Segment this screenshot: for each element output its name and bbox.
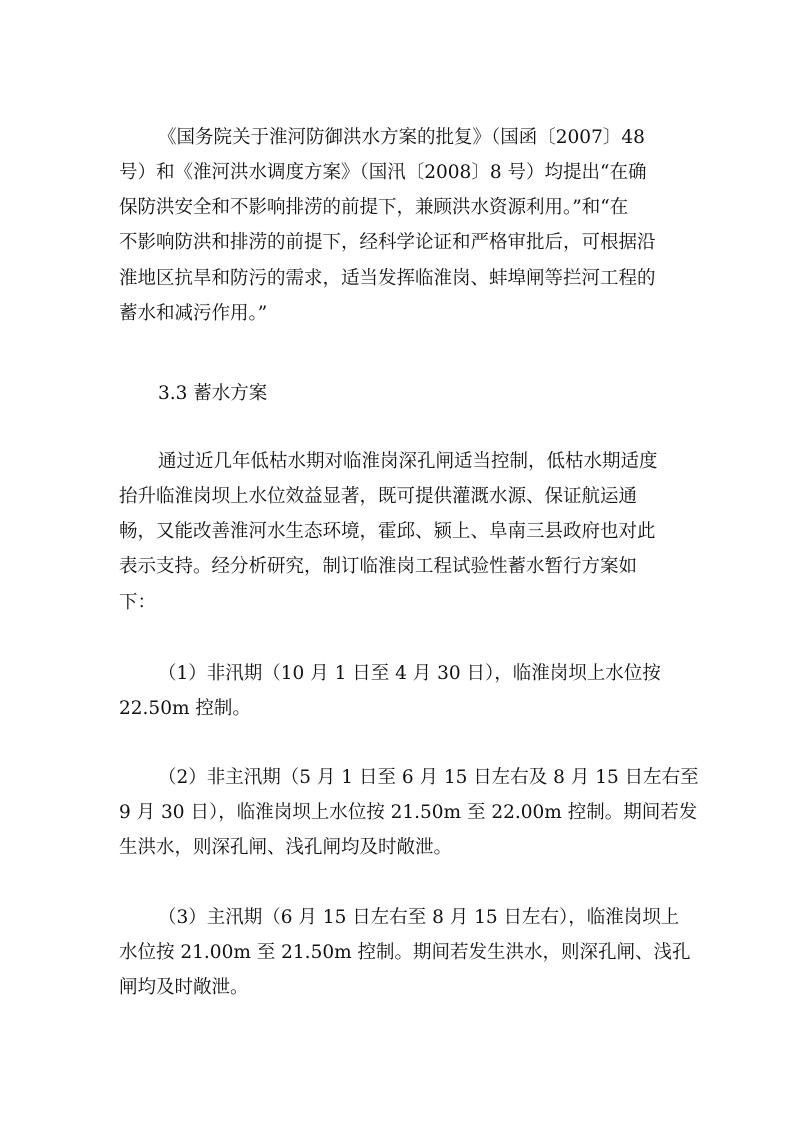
- item-3-line-2: 水位按 21.00m 至 21.50m 控制。期间若发生洪水，则深孔闸、浅孔: [119, 942, 691, 963]
- paragraph-1-line-5: 淮地区抗旱和防污的需求，适当发挥临淮岗、蚌埠闸等拦河工程的: [119, 268, 656, 289]
- paragraph-2-line-1: 通过近几年低枯水期对临淮岗深孔闸适当控制，低枯水期适度: [158, 451, 658, 472]
- section-heading: 3.3 蓄水方案: [158, 383, 268, 404]
- item-1-line-2: 22.50m 控制。: [119, 698, 251, 719]
- paragraph-2-line-3: 畅，又能改善淮河水生态环境，霍邱、颍上、阜南三县政府也对此: [119, 521, 656, 542]
- item-1-line-1: （1）非汛期（10 月 1 日至 4 月 30 日），临淮岗坝上水位按: [158, 663, 661, 684]
- paragraph-2-line-4: 表示支持。经分析研究，制订临淮岗工程试验性蓄水暂行方案如: [119, 556, 638, 577]
- paragraph-1-line-2: 号）和《淮河洪水调度方案》（国汛〔2008〕8 号）均提出“在确: [119, 162, 647, 183]
- item-2-line-1: （2）非主汛期（5 月 1 日至 6 月 15 日左右及 8 月 15 日左右至: [158, 767, 699, 788]
- item-3-line-3: 闸均及时敞泄。: [119, 977, 249, 998]
- item-2-line-2: 9 月 30 日），临淮岗坝上水位按 21.50m 至 22.00m 控制。期间若发: [119, 802, 698, 823]
- paragraph-2-line-5: 下：: [119, 592, 157, 613]
- item-3-line-1: （3）主汛期（6 月 15 日左右至 8 月 15 日左右），临淮岗坝上: [158, 907, 680, 928]
- paragraph-1-line-4: 不影响防洪和排涝的前提下，经科学论证和严格审批后，可根据沿: [119, 232, 656, 253]
- paragraph-1-line-6: 蓄水和减污作用。”: [119, 303, 268, 324]
- paragraph-1-line-1: 《国务院关于淮河防御洪水方案的批复》（国函〔2007〕48: [158, 127, 645, 148]
- paragraph-1-line-3: 保防洪安全和不影响排涝的前提下，兼顾洪水资源利用。”和“在: [119, 197, 629, 218]
- item-2-line-3: 生洪水，则深孔闸、浅孔闸均及时敞泄。: [119, 837, 453, 858]
- paragraph-2-line-2: 抬升临淮岗坝上水位效益显著，既可提供灌溉水源、保证航运通: [119, 486, 638, 507]
